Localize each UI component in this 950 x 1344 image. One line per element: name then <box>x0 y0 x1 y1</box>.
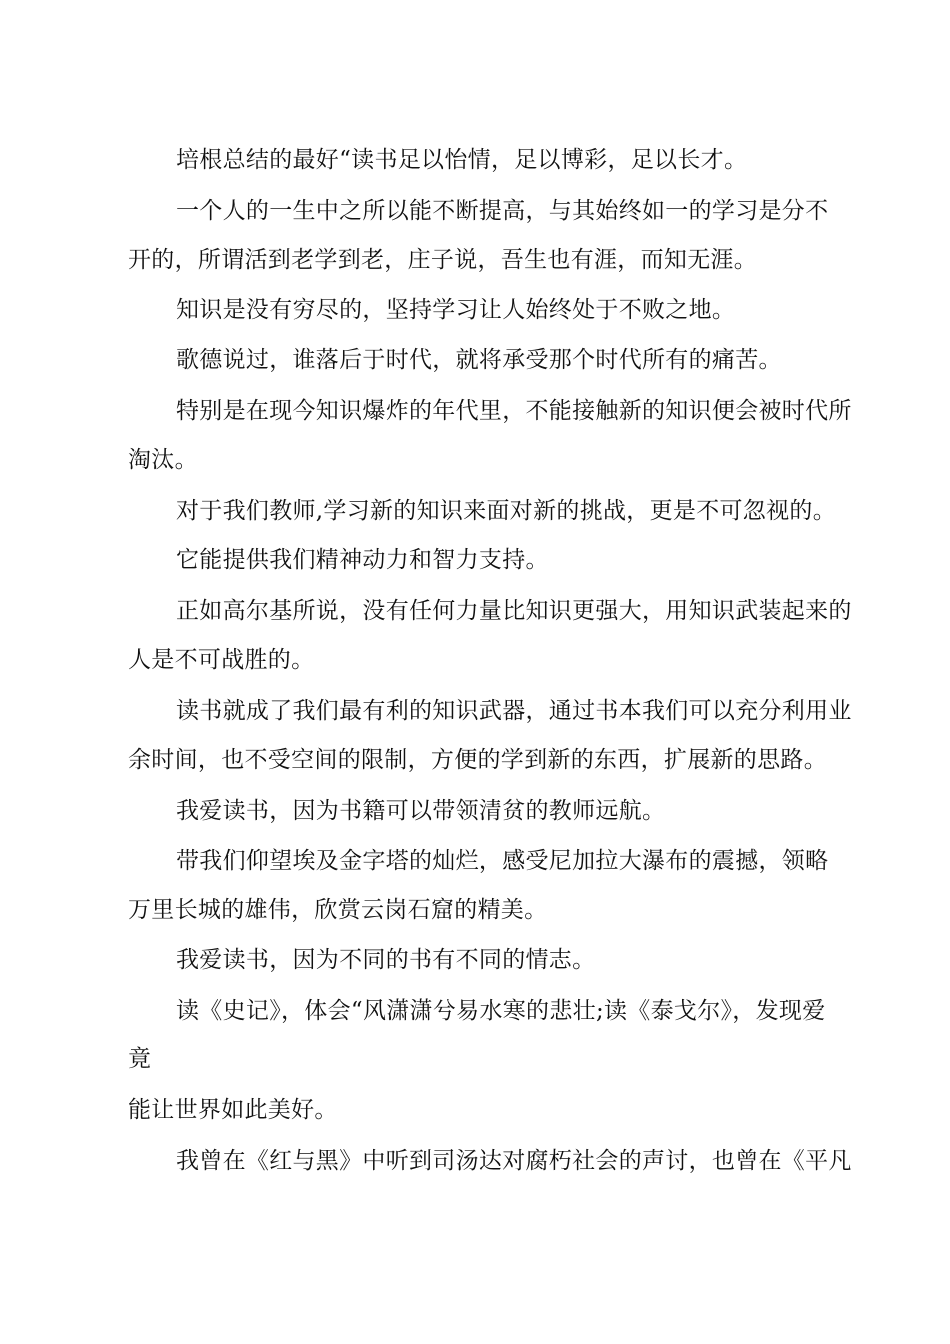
text-line: 余时间，也不受空间的限制，方便的学到新的东西，扩展新的思路。 <box>128 747 827 773</box>
text-line: 万里长城的雄伟，欣赏云岗石窟的精美。 <box>128 897 548 923</box>
text-line: 开的，所谓活到老学到老，庄子说，吾生也有涯，而知无涯。 <box>128 247 758 273</box>
text-line: 对于我们教师,学习新的知识来面对新的挑战，更是不可忽视的。 <box>176 498 837 524</box>
text-line: 淘汰。 <box>128 447 198 473</box>
text-line: 它能提供我们精神动力和智力支持。 <box>176 547 549 573</box>
text-line: 培根总结的最好“读书足以怡情，足以博彩，足以长才。 <box>176 147 748 173</box>
text-line: 带我们仰望埃及金字塔的灿烂，感受尼加拉大瀑布的震撼，领略 <box>176 848 829 874</box>
text-line: 正如高尔基所说，没有任何力量比知识更强大，用知识武装起来的 <box>176 598 852 624</box>
text-line: 竟 <box>128 1046 152 1072</box>
text-line: 我爱读书，因为书籍可以带领清贫的教师远航。 <box>176 798 666 824</box>
text-line: 能让世界如此美好。 <box>128 1097 338 1123</box>
text-line: 我曾在《红与黑》中听到司汤达对腐朽社会的声讨，也曾在《平凡 <box>176 1148 852 1174</box>
text-line: 读《史记》，体会“风潇潇兮易水寒的悲壮;读《泰戈尔》，发现爱 <box>176 998 826 1024</box>
text-line: 我爱读书，因为不同的书有不同的情志。 <box>176 947 596 973</box>
text-line: 一个人的一生中之所以能不断提高，与其始终如一的学习是分不 <box>176 198 829 224</box>
text-line: 知识是没有穷尽的，坚持学习让人始终处于不败之地。 <box>176 297 736 323</box>
text-line: 歌德说过，谁落后于时代，就将承受那个时代所有的痛苦。 <box>176 347 782 373</box>
text-line: 特别是在现今知识爆炸的年代里，不能接触新的知识便会被时代所 <box>176 398 852 424</box>
text-line: 读书就成了我们最有利的知识武器，通过书本我们可以充分利用业 <box>176 698 852 724</box>
text-line: 人是不可战胜的。 <box>128 647 315 673</box>
